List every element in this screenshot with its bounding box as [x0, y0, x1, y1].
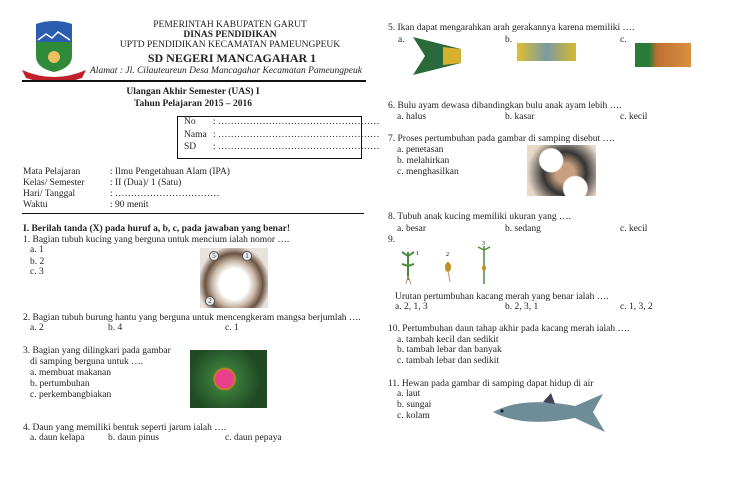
plant-label-1: 1: [416, 251, 419, 257]
question-8-option-c[interactable]: c. kecil: [620, 224, 648, 234]
question-1-option-c[interactable]: c. 3: [30, 267, 44, 277]
exam-title: Ulangan Akhir Semester (UAS) I: [126, 87, 260, 97]
exam-year: Tahun Pelajaran 2015 – 2016: [134, 99, 252, 109]
question-6-option-a[interactable]: a. halus: [397, 112, 427, 122]
fish-pectoral-fin-image: [635, 43, 691, 67]
question-11-option-b[interactable]: b. sungai: [397, 400, 432, 410]
question-11-text: 11. Hewan pada gambar di samping dapat hidup di air: [388, 379, 594, 389]
flower-image: [190, 350, 267, 408]
question-7-text: 7. Proses pertumbuhan pada gambar di samping disebut ….: [388, 134, 615, 144]
question-6-option-c[interactable]: c. kecil: [620, 112, 648, 122]
question-9-option-b[interactable]: b. 2, 3, 1: [505, 302, 539, 312]
info-value: : II (Dua)/ 1 (Satu): [110, 178, 182, 188]
fish-dorsal-fin-image: [517, 43, 576, 61]
question-3-text-cont: di samping berguna untuk ….: [30, 357, 144, 367]
question-10-option-a[interactable]: a. tambah kecil dan sedikit: [397, 335, 499, 345]
id-value-field[interactable]: : ……………………………………………: [213, 142, 380, 152]
fish-tail-fin-image: [413, 37, 463, 75]
cat-label-5: 5: [209, 251, 219, 261]
question-11-option-a[interactable]: a. laut: [397, 389, 421, 399]
question-9-text: Urutan pertumbuhan kacang merah yang benar ialah ….: [395, 292, 609, 302]
cat-label-1: 1: [242, 251, 252, 261]
question-7-option-a[interactable]: a. penetasan: [397, 145, 444, 155]
instruction: I. Berilah tanda (X) pada huruf a, b, c, pada jawaban yang benar!: [23, 224, 291, 234]
question-2-text: 2. Bagian tubuh burung hantu yang berguna untuk mencengkeram mangsa berjumlah ….: [23, 313, 361, 323]
header-rule: [22, 80, 366, 82]
info-label: Waktu: [23, 200, 48, 210]
school-address: Alamat : Jl. Cilauteureun Desa Mancagahar Kecamatan Pameungpeuk: [90, 66, 362, 76]
question-1-text: 1. Bagian tubuh kucing yang berguna untuk mencium ialah nomor ….: [23, 235, 290, 245]
question-8-option-b[interactable]: b. sedang: [505, 224, 541, 234]
info-value: : ……………………………: [110, 189, 220, 199]
info-value: : 90 menit: [110, 200, 149, 210]
question-6-text: 6. Bulu ayam dewasa dibandingkan bulu anak ayam lebih ….: [388, 101, 622, 111]
question-9-option-a[interactable]: a. 2, 1, 3: [395, 302, 428, 312]
kitten-image: [200, 248, 268, 308]
bean-growth-image: [398, 240, 498, 286]
id-value-field[interactable]: : ……………………………………………: [213, 117, 380, 127]
id-label: SD: [184, 142, 197, 152]
cat-label-2: 2: [205, 296, 215, 306]
header-line1: PEMERINTAH KABUPATEN GARUT: [153, 20, 307, 30]
question-7-option-c[interactable]: c. menghasilkan: [397, 167, 459, 177]
question-10-text: 10. Pertumbuhan daun tahap akhir pada kacang merah ialah ….: [388, 324, 630, 334]
id-label: Nama: [184, 130, 207, 140]
plant-label-3: 3: [482, 241, 485, 247]
question-4-text: 4. Daun yang memiliki bentuk seperti jarum ialah ….: [23, 423, 227, 433]
garut-logo: [22, 20, 86, 82]
question-2-option-b[interactable]: b. 4: [108, 323, 123, 333]
question-1-option-b[interactable]: b. 2: [30, 257, 45, 267]
question-11-option-c[interactable]: c. kolam: [397, 411, 430, 421]
info-value: : Ilmu Pengetahuan Alam (IPA): [110, 167, 230, 177]
question-3-option-a[interactable]: a. membuat makanan: [30, 368, 111, 378]
question-2-option-c[interactable]: c. 1: [225, 323, 239, 333]
question-4-option-c[interactable]: c. daun pepaya: [225, 433, 282, 443]
hatching-chicks-image: [527, 145, 596, 196]
question-9-option-c[interactable]: c. 1, 3, 2: [620, 302, 653, 312]
question-8-option-a[interactable]: a. besar: [397, 224, 427, 234]
fish-image: [493, 390, 611, 433]
question-4-option-b[interactable]: b. daun pinus: [108, 433, 159, 443]
header-line3: UPTD PENDIDIKAN KECAMATAN PAMEUNGPEUK: [119, 40, 341, 50]
question-5-option-a[interactable]: a.: [398, 35, 405, 45]
school-name: SD NEGERI MANCAGAHAR 1: [147, 51, 317, 65]
info-rule: [22, 213, 364, 214]
info-label: Mata Pelajaran: [23, 167, 81, 177]
question-7-option-b[interactable]: b. melahirkan: [397, 156, 450, 166]
id-value-field[interactable]: : ……………………………………………: [213, 130, 380, 140]
question-6-option-b[interactable]: b. kasar: [505, 112, 535, 122]
question-3-text: 3. Bagian yang dilingkari pada gambar: [23, 346, 171, 356]
question-9-text: 9.: [388, 235, 396, 245]
question-4-option-a[interactable]: a. daun kelapa: [30, 433, 85, 443]
question-5-option-c[interactable]: c.: [620, 35, 627, 45]
info-label: Kelas/ Semester: [23, 178, 85, 188]
question-10-option-b[interactable]: b. tambah lebar dan banyak: [397, 345, 502, 355]
question-3-option-b[interactable]: b. pertumbuhan: [30, 379, 90, 389]
question-5-text: 5. Ikan dapat mengarahkan arah gerakannya karena memiliki ….: [388, 23, 635, 33]
question-5-option-b[interactable]: b.: [505, 35, 513, 45]
info-label: Hari/ Tanggal: [23, 189, 76, 199]
question-8-text: 8. Tubuh anak kucing memiliki ukuran yang ….: [388, 212, 571, 222]
question-10-option-c[interactable]: c. tambah lebar dan sedikit: [397, 356, 500, 366]
plant-label-2: 2: [446, 252, 449, 258]
header-line2: DINAS PENDIDIKAN: [183, 30, 277, 40]
question-1-option-a[interactable]: a. 1: [30, 245, 44, 255]
question-2-option-a[interactable]: a. 2: [30, 323, 44, 333]
id-label: No: [184, 117, 196, 127]
question-3-option-c[interactable]: c. perkembangbiakan: [30, 390, 112, 400]
